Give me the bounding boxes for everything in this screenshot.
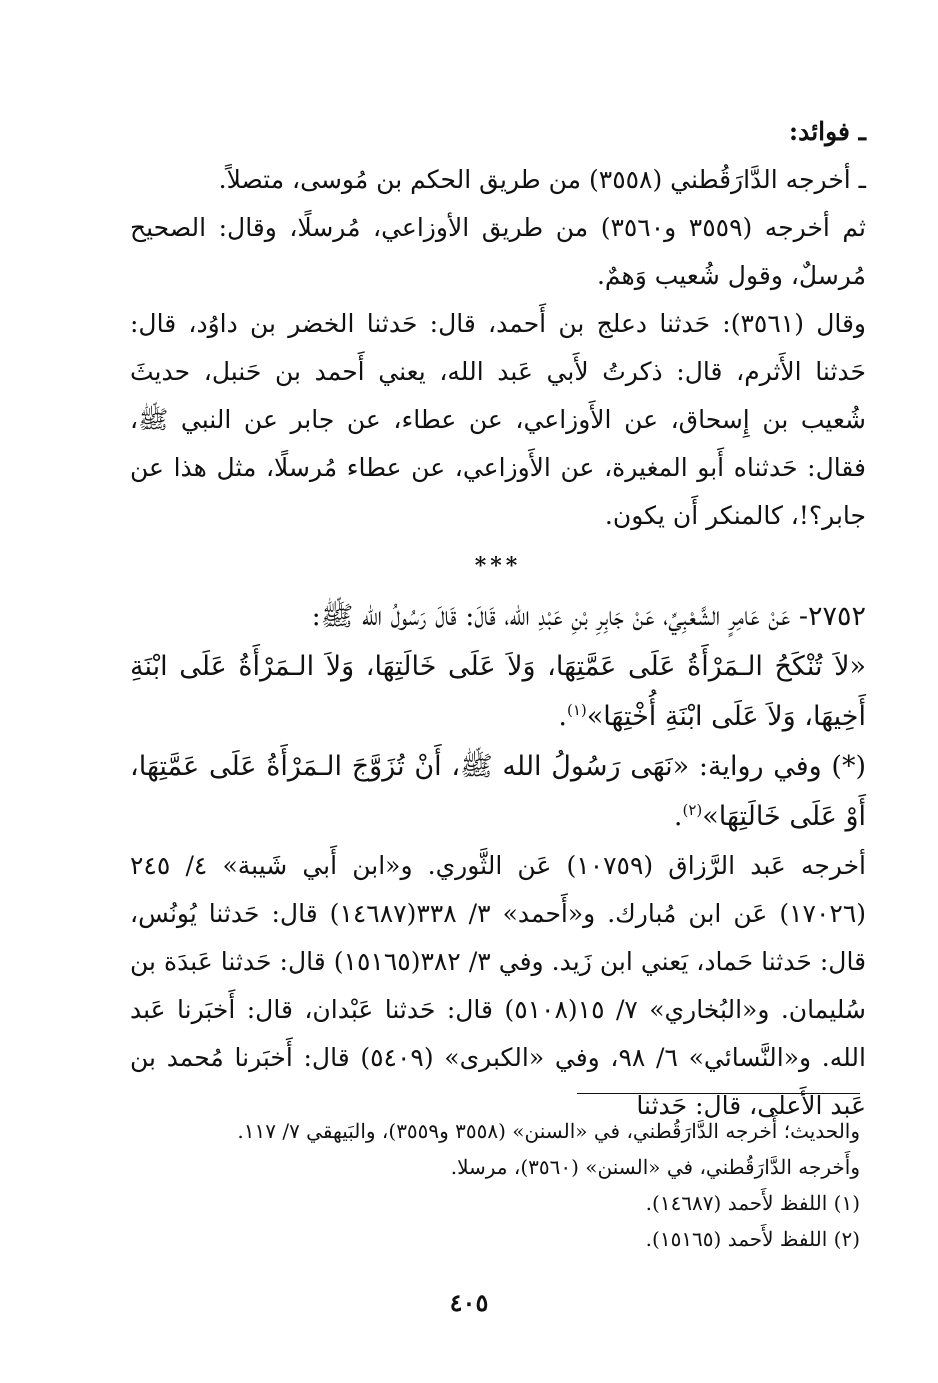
footnotes xyxy=(130,1113,860,1257)
hadith-matn: «لاَ تُنْكَحُ الـمَرْأَةُ عَلَى عَمَّتِهَا، وَلاَ عَلَى خَالَتِهَا، وَلاَ الـمَرْأَةُ عَلَى ابْنَةِ أَخِيهَا، وَلاَ عَلَى ابْنَةِ أُخْتِهَا» xyxy=(130,651,866,732)
benefit-paragraph-3: وقال (٣٥٦١): حَدثنا دعلج بن أَحمد، قال: حَدثنا الخضر بن داوُد، قال: حَدثنا الأَثرم، قال: ذكرتُ لأَبي عَبد الله، يعني أَحمد بن حَنبل، حديثَ شُعيب بن إِسحاق، عن الأَوزاعي، عن عطاء، عن جابر عن النبي ﷺ، فقال: حَدثناه أَبو المغيرة، عن الأَوزاعي، عن عطاء مُرسلًا، مثل هذا عن جابر؟!، كالمنكر أَن يكون. xyxy=(130,309,867,530)
footnote-ref-2: (٢) xyxy=(682,801,703,819)
hadith-text xyxy=(130,642,866,742)
benefits-heading: ـ فوائد: xyxy=(788,117,866,146)
hadith-variant-text: (*) وفي رواية: «نَهَى رَسُولُ الله ﷺ، أَنْ تُزَوَّجَ الـمَرْأَةُ عَلَى عَمَّتِهَا، أَوْ عَلَى خَالَتِهَا» xyxy=(130,751,866,832)
hadith-intro: ٢٧٥٢- عَنْ عَامِرٍ الشَّعْبِيِّ، عَنْ جَابِرِ بْنِ عَبْدِ الله، قَالَ: قَالَ رَسُولُ الله ﷺ: xyxy=(311,601,866,632)
footnote-ref-1: (١) xyxy=(567,701,587,719)
takhrij-paragraph: أخرجه عَبد الرَّزاق (١٠٧٥٩) عَن الثَّوري. و«ابن أَبي شَيبة» ٤/ ٢٤٥ (١٧٠٢٦) عَن ابن مُبارك. و«أَحمد» ٣/ ٣٣٨(١٤٦٨٧) قال: حَدثنا يُونُس، قال: حَدثنا حَماد، يَعني ابن زَيد. وفي ٣/ ٣٨٢(١٥١٦٥) قال: حَدثنا عَبدَة بن سُليمان. و«البُخاري» ٧/ ١٥(٥١٠٨) قال: حَدثنا عَبْدان، قال: أَخبَرنا عَبد الله. و«النَّسائي» ٦/ ٩٨، وفي «الكبرى» (٥٤٠٩) قال: أَخبَرنا مُحمد بن عَبد الأَعلى، قال: حَدثنا xyxy=(130,851,867,1120)
benefit-paragraph-2: ثم أخرجه (٣٥٥٩ و٣٥٦٠) من طريق الأوزاعي، مُرسلًا، وقال: الصحيح مُرسلٌ، وقول شُعيب وَهمٌ. xyxy=(130,213,866,290)
hadith-variant-end: . xyxy=(673,801,683,832)
hadith-text-end: . xyxy=(558,701,567,732)
footnote-line-3: (١) اللفظ لأَحمد (١٤٦٨٧). xyxy=(645,1191,860,1215)
main-text xyxy=(130,108,866,1130)
footnote-separator xyxy=(577,1093,860,1094)
footnote-line-1: والحديث؛ أَخرجه الدَّارَقُطني، في «السنن» (٣٥٥٨ و٣٥٥٩)، والبَيهقي ٧/ ١١٧. xyxy=(237,1119,860,1143)
footnote-line-2: وأَخرجه الدَّارَقُطني، في «السنن» (٣٥٦٠)، مرسلا. xyxy=(450,1155,860,1179)
hadith-variant xyxy=(130,742,866,842)
section-separator-stars: *** xyxy=(474,553,522,579)
benefit-paragraph-1: ـ أخرجه الدَّارَقُطني (٣٥٥٨) من طريق الحكم بن مُوسى، متصلاً. xyxy=(218,165,866,194)
footnote-line-4: (٢) اللفظ لأَحمد (١٥١٦٥). xyxy=(645,1227,860,1251)
page-number: ٤٠٥ xyxy=(449,1288,489,1317)
